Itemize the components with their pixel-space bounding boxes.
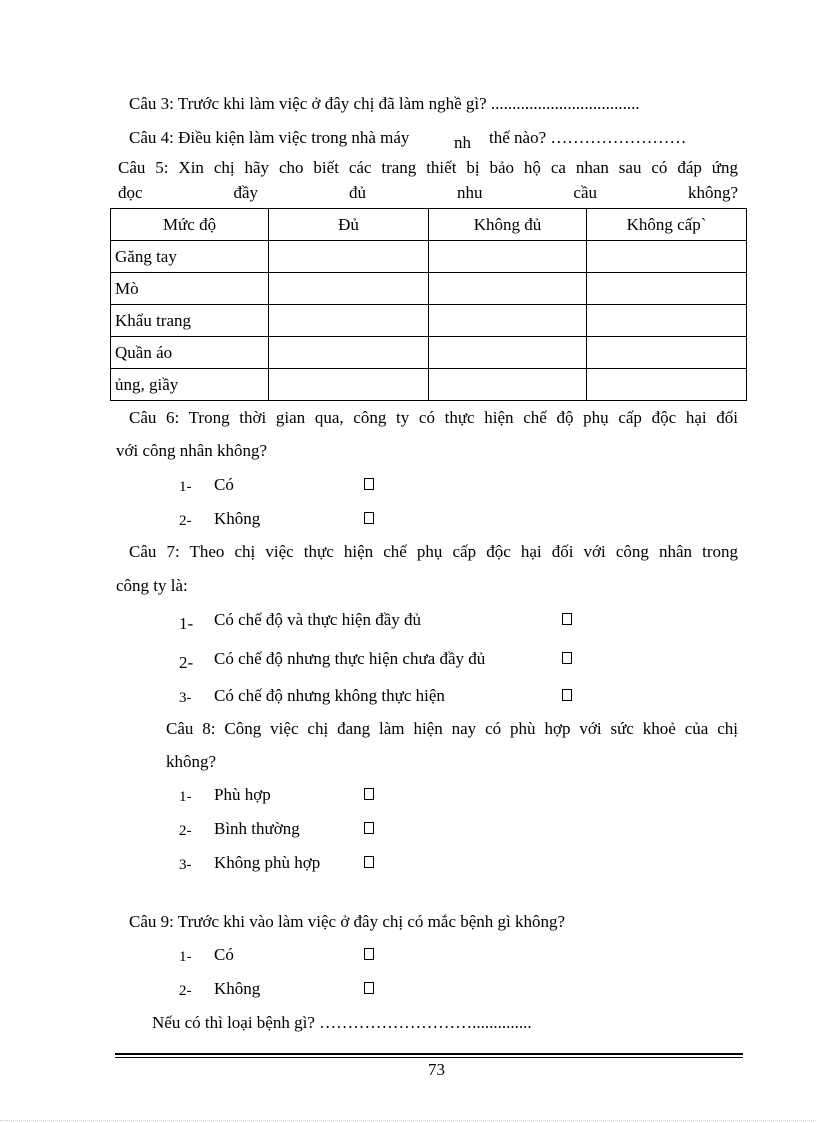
table-cell[interactable] (429, 305, 587, 337)
table-cell[interactable] (269, 305, 429, 337)
question-3: Câu 3: Trước khi làm việc ở đây chị đã làm nghề gì? ................................... (129, 94, 640, 113)
checkbox[interactable] (364, 788, 374, 800)
question-5-line2: đọc đầy đủ nhu cầu không? (118, 183, 738, 202)
checkbox[interactable] (364, 822, 374, 834)
header-not-provided: Không cấp` (587, 209, 747, 241)
option-label: Bình thường (214, 819, 300, 838)
option-number: 1- (179, 949, 192, 965)
option-number: 1- (179, 614, 194, 633)
page-number: 73 (428, 1060, 445, 1079)
page-bottom-edge (0, 1120, 816, 1121)
checkbox[interactable] (364, 856, 374, 868)
row-label: ủng, giầy (111, 369, 269, 401)
table-row (111, 241, 747, 273)
header-enough: Đủ (269, 209, 429, 241)
checkbox[interactable] (562, 689, 572, 701)
option-label: Không (214, 979, 261, 998)
table-cell[interactable] (587, 337, 747, 369)
option-number: 2- (179, 513, 192, 529)
option-label: Phù hợp (214, 785, 271, 804)
equipment-table (110, 208, 747, 401)
option-number: 2- (179, 983, 192, 999)
question-6-line1: Câu 6: Trong thời gian qua, công ty có thực hiện chế độ phụ cấp độc hại đối (129, 408, 738, 427)
row-label: Găng tay (111, 241, 269, 273)
table-cell[interactable] (269, 369, 429, 401)
table-cell[interactable] (587, 241, 747, 273)
option-number: 1- (179, 479, 192, 495)
table-row (111, 337, 747, 369)
option-label: Có chế độ nhưng thực hiện chưa đầy đủ (214, 649, 486, 668)
question-4-fragment: nh (454, 133, 471, 152)
question-9: Câu 9: Trước khi vào làm việc ở đây chị có mắc bệnh gì không? (129, 912, 566, 931)
checkbox[interactable] (364, 478, 374, 490)
table-cell[interactable] (429, 273, 587, 305)
table-cell[interactable] (269, 273, 429, 305)
checkbox[interactable] (364, 512, 374, 524)
question-5-line1: Câu 5: Xin chị hãy cho biết các trang thiết bị bảo hộ ca nhan sau có đáp ứng (118, 158, 738, 177)
question-4-start: Câu 4: Điều kiện làm việc trong nhà máy (129, 128, 410, 147)
option-number: 3- (179, 857, 192, 873)
row-label: Khẩu trang (111, 305, 269, 337)
table-cell[interactable] (269, 337, 429, 369)
option-label: Không phù hợp (214, 853, 321, 872)
row-label: Mò (111, 273, 269, 305)
checkbox[interactable] (562, 613, 572, 625)
checkbox[interactable] (562, 652, 572, 664)
table-cell[interactable] (269, 241, 429, 273)
table-row (111, 273, 747, 305)
table-cell[interactable] (587, 305, 747, 337)
table-row (111, 369, 747, 401)
header-level: Mức độ (111, 209, 269, 241)
question-8-line2: không? (166, 752, 217, 771)
row-label: Quần áo (111, 337, 269, 369)
header-not-enough: Không đủ (429, 209, 587, 241)
table-header-row (111, 209, 747, 241)
table-cell[interactable] (587, 369, 747, 401)
question-7-line2: công ty là: (116, 576, 188, 595)
table-cell[interactable] (587, 273, 747, 305)
option-label: Có chế độ nhưng không thực hiện (214, 686, 445, 705)
option-number: 3- (179, 690, 192, 706)
option-number: 2- (179, 653, 194, 672)
option-label: Có (214, 475, 234, 494)
checkbox[interactable] (364, 982, 374, 994)
option-label: Không (214, 509, 261, 528)
question-8-line1: Câu 8: Công việc chị đang làm hiện nay có phù hợp với sức khoẻ của chị (166, 719, 738, 738)
option-number: 1- (179, 789, 192, 805)
footer-rule-thick (115, 1053, 743, 1055)
table-cell[interactable] (429, 369, 587, 401)
option-label: Có (214, 945, 234, 964)
question-6-line2: với công nhân không? (116, 441, 268, 460)
option-number: 2- (179, 823, 192, 839)
option-label: Có chế độ và thực hiện đầy đủ (214, 610, 422, 629)
table-cell[interactable] (429, 241, 587, 273)
question-9-followup: Nếu có thì loại bệnh gì? ……………………….............. (152, 1013, 532, 1032)
table-cell[interactable] (429, 337, 587, 369)
question-4-end: thế nào? …………………… (489, 128, 687, 147)
checkbox[interactable] (364, 948, 374, 960)
footer-rule-thin (115, 1057, 743, 1058)
question-7-line1: Câu 7: Theo chị việc thực hiện chế phụ cấp độc hại đối với công nhân trong (129, 542, 738, 561)
table-row (111, 305, 747, 337)
